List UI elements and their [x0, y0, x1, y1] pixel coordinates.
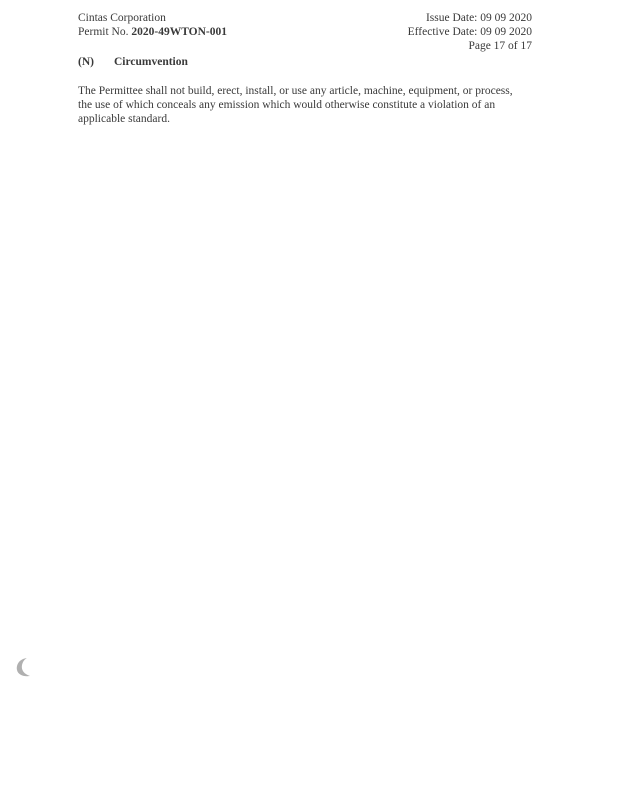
section-title: Circumvention [114, 56, 188, 68]
body-line: The Permittee shall not build, erect, install, or use any article, machine, equipment, or process, [78, 85, 513, 97]
header-left [78, 11, 227, 39]
company-name: Cintas Corporation [78, 12, 166, 24]
permit-label: Permit No. [78, 26, 129, 38]
section-heading [78, 55, 188, 69]
page-number: Page 17 of 17 [468, 40, 532, 52]
issue-date: Issue Date: 09 09 2020 [425, 12, 532, 24]
body-paragraph [78, 84, 523, 126]
effective-date: Effective Date: 09 09 2020 [407, 26, 532, 38]
permit-line [78, 25, 227, 39]
body-line: applicable standard. [78, 113, 170, 125]
permit-number: 2020-49WTON-001 [131, 26, 227, 38]
crescent-mark-icon [12, 655, 36, 679]
header-right [408, 11, 532, 53]
section-number: (N) [78, 56, 94, 68]
body-line: the use of which conceals any emission which would otherwise constitute a violation of an [78, 99, 496, 111]
